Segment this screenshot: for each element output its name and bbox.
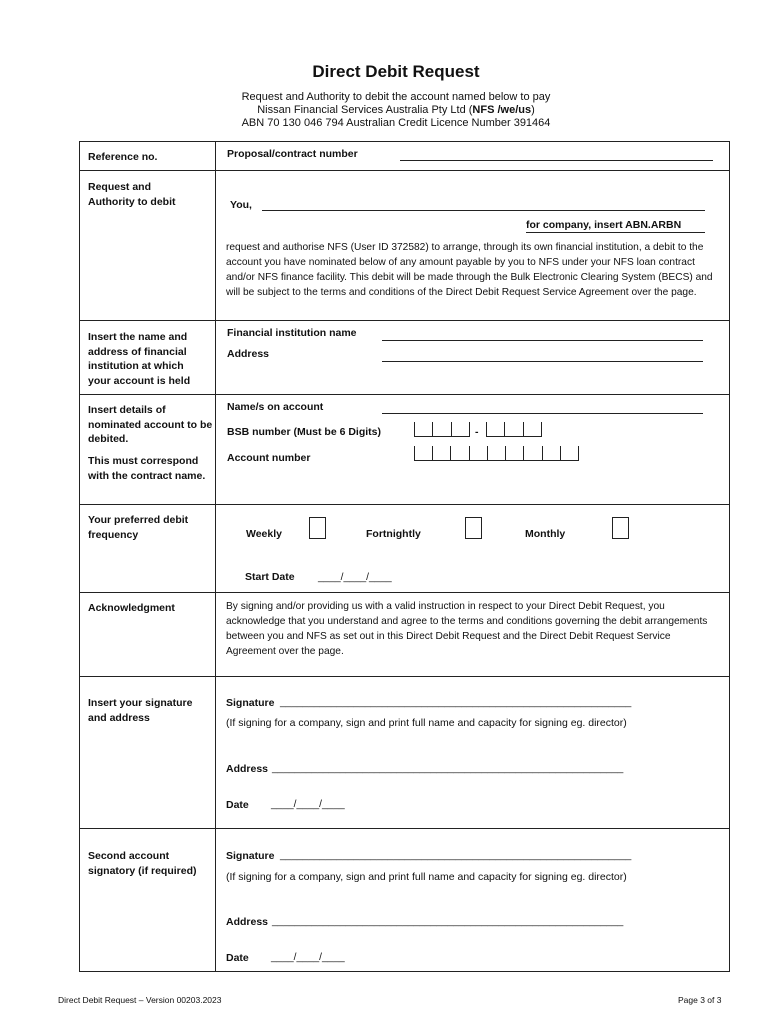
sig-section-label: Insert your signature and address <box>88 697 193 724</box>
account-names-field[interactable] <box>382 413 703 414</box>
authority-text: request and authorise NFS (User ID 372582) to arrange, through its own financial institution, a debit to the account you have nominated below of any amount payable by you to NFS under your NFS loan contract and/or NFS finance facility. This debit will be made through the Bulk Electronic Clearing System (BECS) and will be subject to the terms and conditions of the Direct Debit Request Service Agreement over the page. <box>226 242 713 298</box>
request-label: Request and Authority to debit <box>88 181 176 208</box>
footer-version: Direct Debit Request – Version 00203.2023 <box>58 995 222 1005</box>
digit-box <box>505 446 523 460</box>
ack-label: Acknowledgment <box>88 602 175 614</box>
second-signatory-label: Second account signatory (if required) <box>88 850 197 877</box>
digit-box <box>486 422 504 436</box>
subtitle-line-1: Request and Authority to debit the account named below to pay <box>241 91 551 103</box>
digit-box <box>432 446 450 460</box>
date-label: Date <box>226 799 249 811</box>
subtitle-line-2-pre: Nissan Financial Services Australia Pty Ltd ( <box>257 104 473 116</box>
digit-box <box>504 422 522 436</box>
weekly-label: Weekly <box>246 528 282 540</box>
row-divider <box>79 592 730 593</box>
page-title: Direct Debit Request <box>312 62 480 81</box>
address-label: Address <box>226 763 269 775</box>
start-date-field[interactable]: ____/____/____ <box>318 572 392 583</box>
frequency-label: Your preferred debit frequency <box>88 514 189 541</box>
weekly-checkbox[interactable] <box>309 517 326 539</box>
address-field[interactable]: ______________________________________________________________ <box>272 763 624 774</box>
company-hint: for company, insert ABN.ARBN <box>526 219 682 231</box>
second-address-label: Address <box>226 916 269 928</box>
proposal-label: Proposal/contract number <box>227 148 358 160</box>
row-divider <box>79 394 730 395</box>
subtitle-line-2-post: ) <box>531 104 535 116</box>
digit-box <box>414 446 432 460</box>
digit-box <box>414 422 432 436</box>
fortnightly-label: Fortnightly <box>366 528 421 540</box>
signature-label: Signature <box>226 697 275 709</box>
company-sign-note: (If signing for a company, sign and print full name and capacity for signing eg. director) <box>226 717 627 729</box>
account-number-boxes[interactable] <box>414 446 579 461</box>
second-date-field[interactable]: ____/____/____ <box>271 952 345 963</box>
monthly-label: Monthly <box>525 528 566 540</box>
subtitle-line-3: ABN 70 130 046 794 Australian Credit Licence Number 391464 <box>241 117 551 129</box>
signature-field[interactable]: ______________________________________________________________ <box>280 697 632 708</box>
second-company-sign-note: (If signing for a company, sign and print full name and capacity for signing eg. director) <box>226 871 627 883</box>
you-label: You, <box>230 199 252 211</box>
row-divider <box>79 320 730 321</box>
you-name-field[interactable] <box>262 210 705 211</box>
subtitle-line-2-bold: NFS /we/us <box>472 104 532 116</box>
fi-section-label: Insert the name and address of financial institution at which your account is held <box>88 331 191 387</box>
digit-box <box>542 446 560 460</box>
footer-page-number: Page 3 of 3 <box>678 995 722 1005</box>
column-divider <box>215 141 216 972</box>
fi-address-label: Address <box>227 348 270 360</box>
account-number-label: Account number <box>227 452 311 464</box>
second-signature-label: Signature <box>226 850 275 862</box>
second-date-label: Date <box>226 952 249 964</box>
bsb-label: BSB number (Must be 6 Digits) <box>227 426 382 438</box>
ack-text: By signing and/or providing us with a valid instruction in respect to your Direct Debit Request, you acknowledge that you understand and agree to the terms and conditions governing the debit arrangements between you and NFS as set out in this Direct Debit Request and the Direct Debit Request Service Agreement over the page. <box>226 601 708 657</box>
digit-box <box>469 446 487 460</box>
digit-box <box>523 422 542 436</box>
monthly-checkbox[interactable] <box>612 517 629 539</box>
bsb-dash: - <box>475 426 479 438</box>
fi-address-field[interactable] <box>382 361 703 362</box>
account-note: This must correspond with the contract name. <box>88 455 206 482</box>
digit-box <box>523 446 541 460</box>
second-address-field[interactable]: ______________________________________________________________ <box>272 916 624 927</box>
digit-box <box>487 446 505 460</box>
bsb-first-digits[interactable] <box>414 422 470 437</box>
bsb-last-digits[interactable] <box>486 422 542 437</box>
start-date-label: Start Date <box>245 571 295 583</box>
row-divider <box>79 828 730 829</box>
names-label: Name/s on account <box>227 401 324 413</box>
digit-box <box>560 446 579 460</box>
fi-name-field[interactable] <box>382 340 703 341</box>
digit-box <box>450 446 468 460</box>
row-divider <box>79 676 730 677</box>
digit-box <box>432 422 450 436</box>
fi-name-label: Financial institution name <box>227 327 357 339</box>
row-divider <box>79 170 730 171</box>
account-section-label: Insert details of nominated account to be debited. <box>88 404 213 445</box>
date-field[interactable]: ____/____/____ <box>271 799 345 810</box>
second-signature-field[interactable]: ______________________________________________________________ <box>280 850 632 861</box>
abn-field[interactable] <box>526 232 705 233</box>
fortnightly-checkbox[interactable] <box>465 517 482 539</box>
subtitle-line-2 <box>0 104 770 117</box>
row-divider <box>79 504 730 505</box>
proposal-number-field[interactable] <box>400 160 713 161</box>
reference-label: Reference no. <box>88 151 158 163</box>
digit-box <box>451 422 470 436</box>
